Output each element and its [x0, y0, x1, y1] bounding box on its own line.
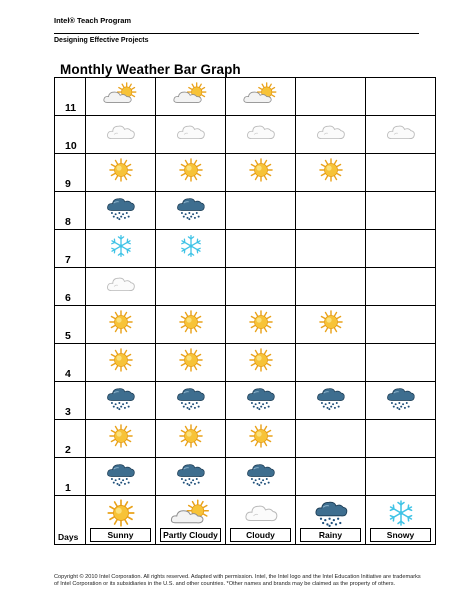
- graph-row: [55, 192, 436, 230]
- category-label: Sunny: [90, 528, 151, 542]
- graph-cell: [366, 382, 436, 420]
- rain-cloud-icon: [156, 195, 225, 226]
- row-count-label: 2: [55, 420, 86, 458]
- graph-row: [55, 268, 436, 306]
- row-count-label: 1: [55, 458, 86, 496]
- row-count-label: 11: [55, 78, 86, 116]
- graph-cell: [226, 192, 296, 230]
- project-header: Designing Effective Projects: [54, 37, 149, 44]
- cloud-icon: [86, 271, 155, 302]
- sun-icon: [156, 309, 225, 340]
- sun-icon: [156, 423, 225, 454]
- graph-cell: [296, 382, 366, 420]
- graph-cell: [226, 382, 296, 420]
- graph-cell: [86, 116, 156, 154]
- weather-bar-graph: [54, 77, 436, 545]
- cloud-icon: [226, 119, 295, 150]
- graph-cell: [86, 306, 156, 344]
- graph-cell: [296, 268, 366, 306]
- page-title: Monthly Weather Bar Graph: [60, 62, 241, 77]
- graph-cell: [366, 344, 436, 382]
- row-count-label: 6: [55, 268, 86, 306]
- sun-icon: [226, 157, 295, 188]
- graph-cell: [296, 78, 366, 116]
- partly-cloudy-icon: [86, 81, 155, 112]
- graph-cell: [296, 420, 366, 458]
- graph-cell: [86, 154, 156, 192]
- sun-icon: [296, 157, 365, 188]
- graph-cell: [156, 154, 226, 192]
- row-count-label: 8: [55, 192, 86, 230]
- days-label: Days: [55, 496, 86, 545]
- graph-row: [55, 420, 436, 458]
- graph-cell: [296, 154, 366, 192]
- graph-cell: [296, 116, 366, 154]
- graph-cell: [366, 192, 436, 230]
- graph-cell: [86, 382, 156, 420]
- graph-cell: [156, 192, 226, 230]
- graph-cell: [86, 420, 156, 458]
- graph-cell: [226, 344, 296, 382]
- graph-cell: [366, 116, 436, 154]
- graph-cell: [156, 458, 226, 496]
- cloud-icon: [366, 119, 435, 150]
- graph-cell: [226, 230, 296, 268]
- graph-row: [55, 116, 436, 154]
- rain-cloud-icon: [156, 461, 225, 492]
- category-cell: [156, 496, 226, 545]
- graph-cell: [156, 344, 226, 382]
- rain-cloud-icon: [226, 385, 295, 416]
- sun-icon: [226, 347, 295, 378]
- graph-row: [55, 154, 436, 192]
- graph-cell: [156, 382, 226, 420]
- graph-cell: [156, 306, 226, 344]
- row-count-label: 5: [55, 306, 86, 344]
- row-count-label: 9: [55, 154, 86, 192]
- graph-cell: [296, 458, 366, 496]
- sun-icon: [296, 309, 365, 340]
- cloud-icon: [86, 119, 155, 150]
- sun-icon: [156, 347, 225, 378]
- graph-cell: [366, 268, 436, 306]
- snowflake-icon: [156, 233, 225, 264]
- category-cell: [86, 496, 156, 545]
- cloud-icon: [156, 119, 225, 150]
- graph-cell: [366, 306, 436, 344]
- category-label: Partly Cloudy: [160, 528, 221, 542]
- graph-cell: [86, 344, 156, 382]
- category-row: [55, 496, 436, 545]
- row-count-label: 3: [55, 382, 86, 420]
- category-cell: [296, 496, 366, 545]
- graph-cell: [366, 230, 436, 268]
- partly-cloudy-icon: [156, 81, 225, 112]
- graph-cell: [226, 78, 296, 116]
- graph-cell: [226, 154, 296, 192]
- cloud-icon: [296, 119, 365, 150]
- graph-cell: [366, 420, 436, 458]
- graph-row: [55, 306, 436, 344]
- category-cell: [366, 496, 436, 545]
- rain-cloud-icon: [156, 385, 225, 416]
- row-count-label: 4: [55, 344, 86, 382]
- sun-icon: [156, 157, 225, 188]
- row-count-label: 7: [55, 230, 86, 268]
- graph-cell: [86, 192, 156, 230]
- graph-cell: [366, 154, 436, 192]
- rain-cloud-icon: [366, 385, 435, 416]
- graph-cell: [156, 78, 226, 116]
- graph-cell: [156, 420, 226, 458]
- program-header: Intel® Teach Program: [54, 16, 132, 25]
- graph-cell: [86, 78, 156, 116]
- graph-row: [55, 458, 436, 496]
- graph-cell: [226, 458, 296, 496]
- category-label: Rainy: [300, 528, 361, 542]
- graph-cell: [156, 230, 226, 268]
- graph-cell: [296, 192, 366, 230]
- rain-cloud-icon: [86, 461, 155, 492]
- partly-cloudy-icon: [226, 81, 295, 112]
- sun-icon: [86, 309, 155, 340]
- category-label: Cloudy: [230, 528, 291, 542]
- sun-icon: [86, 347, 155, 378]
- graph-cell: [226, 268, 296, 306]
- graph-cell: [86, 458, 156, 496]
- rain-cloud-icon: [86, 385, 155, 416]
- graph-cell: [156, 116, 226, 154]
- row-count-label: 10: [55, 116, 86, 154]
- graph-cell: [296, 344, 366, 382]
- graph-cell: [226, 420, 296, 458]
- sun-icon: [226, 423, 295, 454]
- graph-row: [55, 78, 436, 116]
- header-divider: [54, 33, 419, 34]
- sun-icon: [86, 423, 155, 454]
- graph-cell: [366, 78, 436, 116]
- category-cell: [226, 496, 296, 545]
- rain-cloud-icon: [86, 195, 155, 226]
- copyright-footer: Copyright © 2010 Intel Corporation. All rights reserved. Adapted with permission. Intel, the Intel logo and the Intel Education Initiative are trademarks of Intel Corporation or its subsidiaries in the U.S. and other countries. *Other names and brands may be claimed as the property of others.: [54, 574, 421, 587]
- snowflake-icon: [86, 233, 155, 264]
- graph-cell: [226, 116, 296, 154]
- graph-cell: [156, 268, 226, 306]
- graph-cell: [366, 458, 436, 496]
- graph-cell: [86, 268, 156, 306]
- sun-icon: [86, 157, 155, 188]
- graph-row: [55, 230, 436, 268]
- graph-cell: [226, 306, 296, 344]
- graph-cell: [296, 230, 366, 268]
- graph-cell: [86, 230, 156, 268]
- sun-icon: [226, 309, 295, 340]
- rain-cloud-icon: [226, 461, 295, 492]
- category-label: Snowy: [370, 528, 431, 542]
- graph-row: [55, 344, 436, 382]
- graph-cell: [296, 306, 366, 344]
- rain-cloud-icon: [296, 385, 365, 416]
- graph-row: [55, 382, 436, 420]
